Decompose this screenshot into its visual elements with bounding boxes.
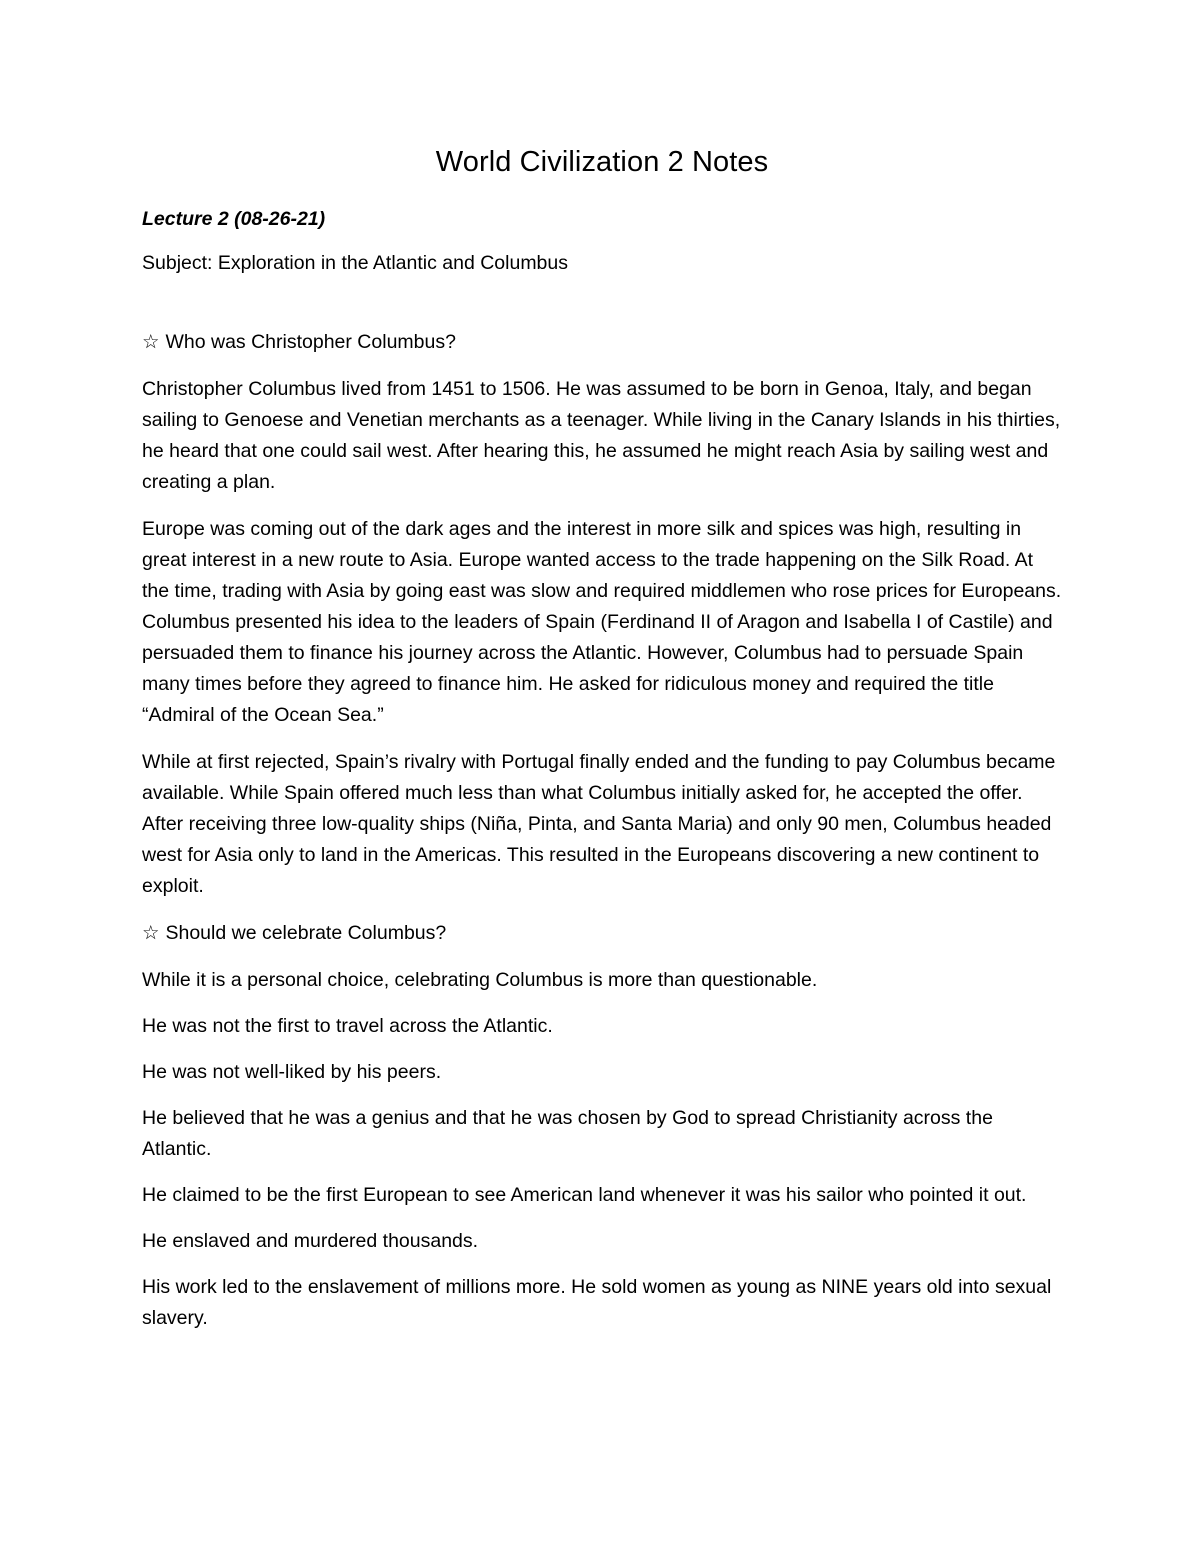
paragraph: Christopher Columbus lived from 1451 to 1506. He was assumed to be born in Genoa, Italy, and began sailing to Genoese and Venetian merchants as a teenager. While living in the Canary Islands in his thirties, he heard that one could sail west. After hearing this, he assumed he might reach Asia by sailing west and creating a plan.	[142, 378, 1061, 493]
paragraph: He enslaved and murdered thousands.	[142, 1230, 479, 1252]
paragraph: His work led to the enslavement of millions more. He sold women as young as NINE years old into sexual slavery.	[142, 1276, 1052, 1329]
paragraph: He was not the first to travel across the Atlantic.	[142, 1015, 553, 1037]
paragraph: While at first rejected, Spain’s rivalry with Portugal finally ended and the funding to pay Columbus became available. While Spain offered much less than what Columbus initially asked for, he accepted the offer. After receiving three low-quality ships (Niña, Pinta, and Santa Maria) and only 90 men, Columbus headed west for Asia only to land in the Americas. This resulted in the Europeans discovering a new continent to exploit.	[142, 751, 1056, 897]
subject-line: Subject: Exploration in the Atlantic and Columbus	[142, 252, 569, 274]
lecture-label: Lecture 2 (08-26-21)	[142, 208, 326, 230]
star-outline-icon: ☆	[142, 922, 160, 944]
section-heading-text: Should we celebrate Columbus?	[165, 922, 447, 944]
section-heading-text: Who was Christopher Columbus?	[165, 331, 456, 353]
section-heading-celebrate-columbus	[142, 918, 1062, 948]
paragraph: He claimed to be the first European to see American land whenever it was his sailor who pointed it out.	[142, 1184, 1027, 1206]
paragraph: He was not well-liked by his peers.	[142, 1061, 442, 1083]
paragraph: He believed that he was a genius and that he was chosen by God to spread Christianity across the Atlantic.	[142, 1107, 993, 1160]
section-heading-who-was-columbus	[142, 327, 1062, 357]
paragraph: While it is a personal choice, celebrating Columbus is more than questionable.	[142, 969, 818, 991]
document-page	[142, 140, 1062, 1349]
star-outline-icon: ☆	[142, 331, 160, 353]
document-title: World Civilization 2 Notes	[435, 146, 769, 178]
paragraph: Europe was coming out of the dark ages and the interest in more silk and spices was high, resulting in great interest in a new route to Asia. Europe wanted access to the trade happening on the Silk Road. At the time, trading with Asia by going east was slow and required middlemen who rose prices for Europeans. Columbus presented his idea to the leaders of Spain (Ferdinand II of Aragon and Isabella I of Castile) and persuaded them to finance his journey across the Atlantic. However, Columbus had to persuade Spain many times before they agreed to finance him. He asked for ridiculous money and required the title “Admiral of the Ocean Sea.”	[142, 518, 1062, 726]
